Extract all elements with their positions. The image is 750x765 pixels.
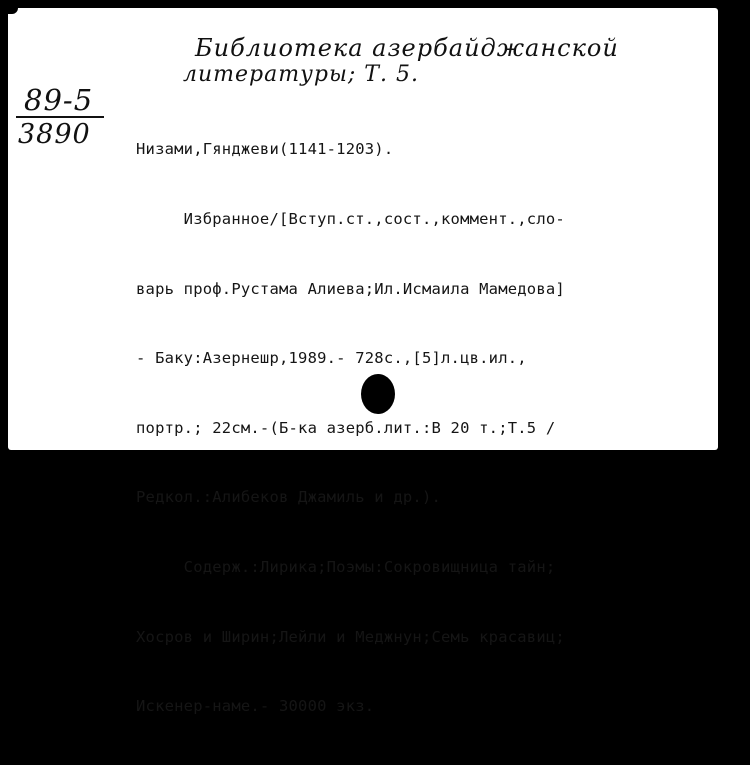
entry-line-contributors: варь проф.Рустама Алиева;Ил.Исмаила Мамедова] (136, 279, 565, 298)
card-punch-hole (361, 374, 395, 414)
card-edge-mark (742, 404, 746, 407)
shelfmark-bottom: 3890 (18, 119, 91, 150)
entry-line-contents: Содерж.:Лирика;Поэмы:Сокровищница тайн; (136, 557, 556, 576)
card-edge-mark (742, 312, 746, 315)
entry-line-contents-cont: Хосров и Ширин;Лейли и Меджнун;Семь красавиц; (136, 627, 565, 646)
shelfmark-top: 89-5 (16, 84, 104, 118)
entry-line-title: Избранное/[Вступ.ст.,сост.,коммент.,сло- (136, 210, 565, 228)
bibliographic-entry (136, 92, 565, 765)
entry-line-imprint: - Баку:Азернешр,1989.- 728с.,[5]л.цв.ил., (136, 349, 527, 368)
entry-line-author: Низами,Гянджеви(1141-1203). (136, 140, 394, 159)
entry-line-print-run: Искенер-наме.- 30000 экз. (136, 697, 375, 716)
entry-line-editors: Редкол.:Алибеков Джамиль и др.). (136, 488, 442, 507)
shelfmark (16, 84, 108, 152)
card-edge-mark (742, 160, 746, 163)
entry-line-series: портр.; 22см.-(Б-ка азерб.лит.:В 20 т.;Т.5 / (136, 418, 556, 437)
handwritten-series-title: Библиотека азербайджанской (195, 34, 619, 62)
handwritten-series-volume: литературы; Т. 5. (183, 62, 419, 87)
